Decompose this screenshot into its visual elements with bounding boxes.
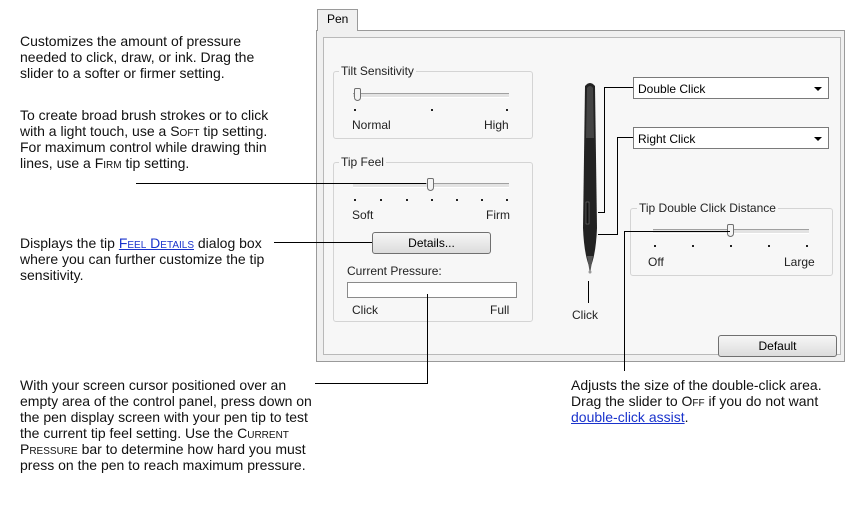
lower-side-switch-select[interactable]: Right Click bbox=[633, 127, 829, 149]
pressure-min-label: Click bbox=[352, 303, 378, 317]
tilt-slider-track bbox=[353, 93, 509, 98]
connector-line bbox=[604, 87, 633, 88]
double-click-max-label: Large bbox=[784, 255, 815, 269]
tip-feel-tick bbox=[431, 199, 433, 201]
tip-feel-max-label: Firm bbox=[486, 208, 510, 222]
tip-feel-tick bbox=[354, 199, 356, 201]
tilt-max-label: High bbox=[484, 118, 509, 132]
pressure-max-label: Full bbox=[490, 303, 510, 317]
connector-line bbox=[598, 234, 618, 235]
tilt-sensitivity-label: Tilt Sensitivity bbox=[341, 64, 414, 78]
soft-smallcaps: Soft bbox=[170, 123, 200, 139]
tilt-slider-thumb[interactable] bbox=[354, 88, 361, 101]
double-click-tick bbox=[806, 245, 808, 247]
chevron-down-icon bbox=[814, 87, 822, 91]
firm-smallcaps: Firm bbox=[94, 155, 122, 171]
tip-feel-min-label: Soft bbox=[352, 208, 374, 222]
tip-feel-tick bbox=[506, 199, 508, 201]
tilt-tick bbox=[354, 109, 356, 111]
tip-feel-slider-thumb[interactable] bbox=[427, 178, 434, 191]
callout-line-pressure bbox=[427, 294, 428, 384]
note-double-click: Adjusts the size of the double-click area. Drag the slider to Off if you do not want double-click assist. bbox=[571, 377, 822, 425]
callout-line-double-click bbox=[624, 231, 730, 232]
note-broad-strokes: To create broad brush strokes or to click with a light touch, use a Soft tip setting. For maximum control while drawing thin lines, use a Firm tip setting. bbox=[20, 107, 269, 171]
current-pressure-smallcaps: Current Pressure bbox=[20, 425, 289, 457]
off-smallcaps: Off bbox=[681, 393, 705, 409]
tip-feel-tick bbox=[380, 199, 382, 201]
connector-line bbox=[617, 137, 618, 235]
current-pressure-bar bbox=[347, 282, 517, 298]
connector-line bbox=[598, 212, 605, 213]
double-click-tick bbox=[692, 245, 694, 247]
tip-feel-tick bbox=[481, 199, 483, 201]
tip-feel-label: Tip Feel bbox=[341, 155, 384, 169]
default-button[interactable]: Default bbox=[718, 335, 837, 357]
callout-line-tip-feel bbox=[136, 183, 426, 184]
connector-line bbox=[617, 137, 633, 138]
double-click-tick bbox=[768, 245, 770, 247]
double-click-assist-link[interactable]: double-click assist bbox=[571, 409, 685, 425]
tip-feel-tick bbox=[456, 199, 458, 201]
chevron-down-icon bbox=[814, 137, 822, 141]
callout-line-double-click bbox=[624, 231, 625, 371]
double-click-min-label: Off bbox=[648, 255, 664, 269]
current-pressure-label: Current Pressure: bbox=[347, 264, 442, 278]
tilt-min-label: Normal bbox=[352, 118, 391, 132]
note-details: Displays the tip Feel Details dialog box where you can further customize the tip sensitivity. bbox=[20, 235, 265, 283]
note-current-pressure: With your screen cursor positioned over an empty area of the control panel, press down on the pen display screen with your pen tip to test the current tip feel setting. Use the Current Pressure bar to determine how hard you must press on the pen to reach maximum pressure. bbox=[20, 377, 312, 473]
double-click-tick bbox=[730, 245, 732, 247]
callout-line-pressure bbox=[315, 383, 428, 384]
callout-line-details bbox=[274, 242, 372, 243]
tilt-tick bbox=[506, 109, 508, 111]
details-button[interactable]: Details... bbox=[372, 232, 491, 254]
double-click-distance-label: Tip Double Click Distance bbox=[639, 201, 776, 215]
upper-side-switch-select[interactable]: Double Click bbox=[633, 77, 829, 99]
connector-line bbox=[604, 87, 605, 213]
double-click-tick bbox=[654, 245, 656, 247]
tab-pen[interactable]: Pen bbox=[317, 9, 358, 31]
pen-tip-label: Click bbox=[572, 308, 598, 322]
note-customize: Customizes the amount of pressure needed to click, draw, or ink. Drag the slider to a softer or firmer setting. bbox=[20, 33, 255, 81]
feel-details-link[interactable]: Feel Details bbox=[118, 235, 194, 251]
tip-feel-tick bbox=[406, 199, 408, 201]
connector-line bbox=[588, 281, 589, 303]
tilt-tick bbox=[431, 109, 433, 111]
